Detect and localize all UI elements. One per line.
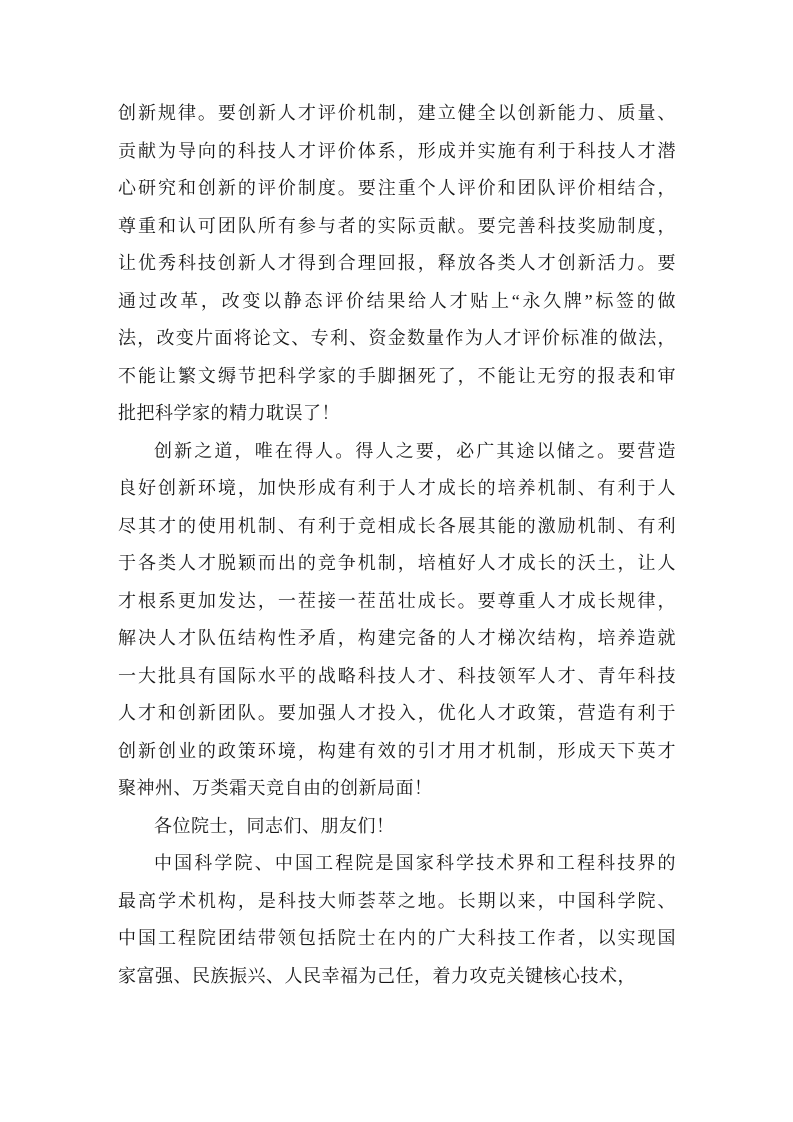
text-line: 不能让繁文缛节把科学家的手脚捆死了，不能让无穷的报表和审 [118, 365, 676, 386]
text-line: 贡献为导向的科技人才评价体系，形成并实施有利于科技人才潜 [118, 140, 676, 161]
text-line: 心研究和创新的评价制度。要注重个人评价和团队评价相结合， [118, 178, 676, 198]
text-line: 尽其才的使用机制、有利于竞相成长各展其能的激励机制、有利 [118, 515, 676, 536]
text-line: 才根系更加发达，一茬接一茬茁壮成长。要尊重人才成长规律， [118, 590, 676, 611]
text-line: 家富强、民族振兴、人民幸福为己任，着力攻克关键核心技术， [118, 965, 636, 986]
text-line: 创新规律。要创新人才评价机制，建立健全以创新能力、质量、 [118, 103, 676, 123]
text-line: 中国工程院团结带领包括院士在内的广大科技工作者，以实现国 [118, 928, 676, 948]
text-line: 中国科学院、中国工程院是国家科学技术界和工程科技界的 [154, 853, 676, 873]
document-text [118, 95, 676, 995]
text-line: 法，改变片面将论文、专利、资金数量作为人才评价标准的做法， [118, 328, 676, 348]
text-line: 批把科学家的精力耽误了！ [118, 403, 340, 423]
text-line: 解决人才队伍结构性矛盾，构建完备的人才梯次结构，培养造就 [118, 628, 676, 648]
text-line: 一大批具有国际水平的战略科技人才、科技领军人才、青年科技 [118, 665, 676, 686]
text-line: 人才和创新团队。要加强人才投入，优化人才政策，营造有利于 [118, 703, 676, 723]
text-line: 聚神州、万类霜天竞自由的创新局面！ [118, 778, 433, 798]
text-line: 让优秀科技创新人才得到合理回报，释放各类人才创新活力。要 [118, 253, 676, 273]
text-line: 尊重和认可团队所有参与者的实际贡献。要完善科技奖励制度， [118, 215, 676, 236]
text-line: 通过改革，改变以静态评价结果给人才贴上“永久牌”标签的做 [118, 290, 676, 311]
text-line: 各位院士，同志们、朋友们！ [154, 815, 395, 836]
text-line: 创新之道，唯在得人。得人之要，必广其途以储之。要营造 [154, 440, 676, 461]
text-line: 创新创业的政策环境，构建有效的引才用才机制，形成天下英才 [118, 740, 676, 761]
text-line: 于各类人才脱颖而出的竞争机制，培植好人才成长的沃土，让人 [118, 553, 676, 573]
text-line: 良好创新环境，加快形成有利于人才成长的培养机制、有利于人 [118, 478, 676, 498]
text-line: 最高学术机构，是科技大师荟萃之地。长期以来，中国科学院、 [118, 890, 676, 911]
